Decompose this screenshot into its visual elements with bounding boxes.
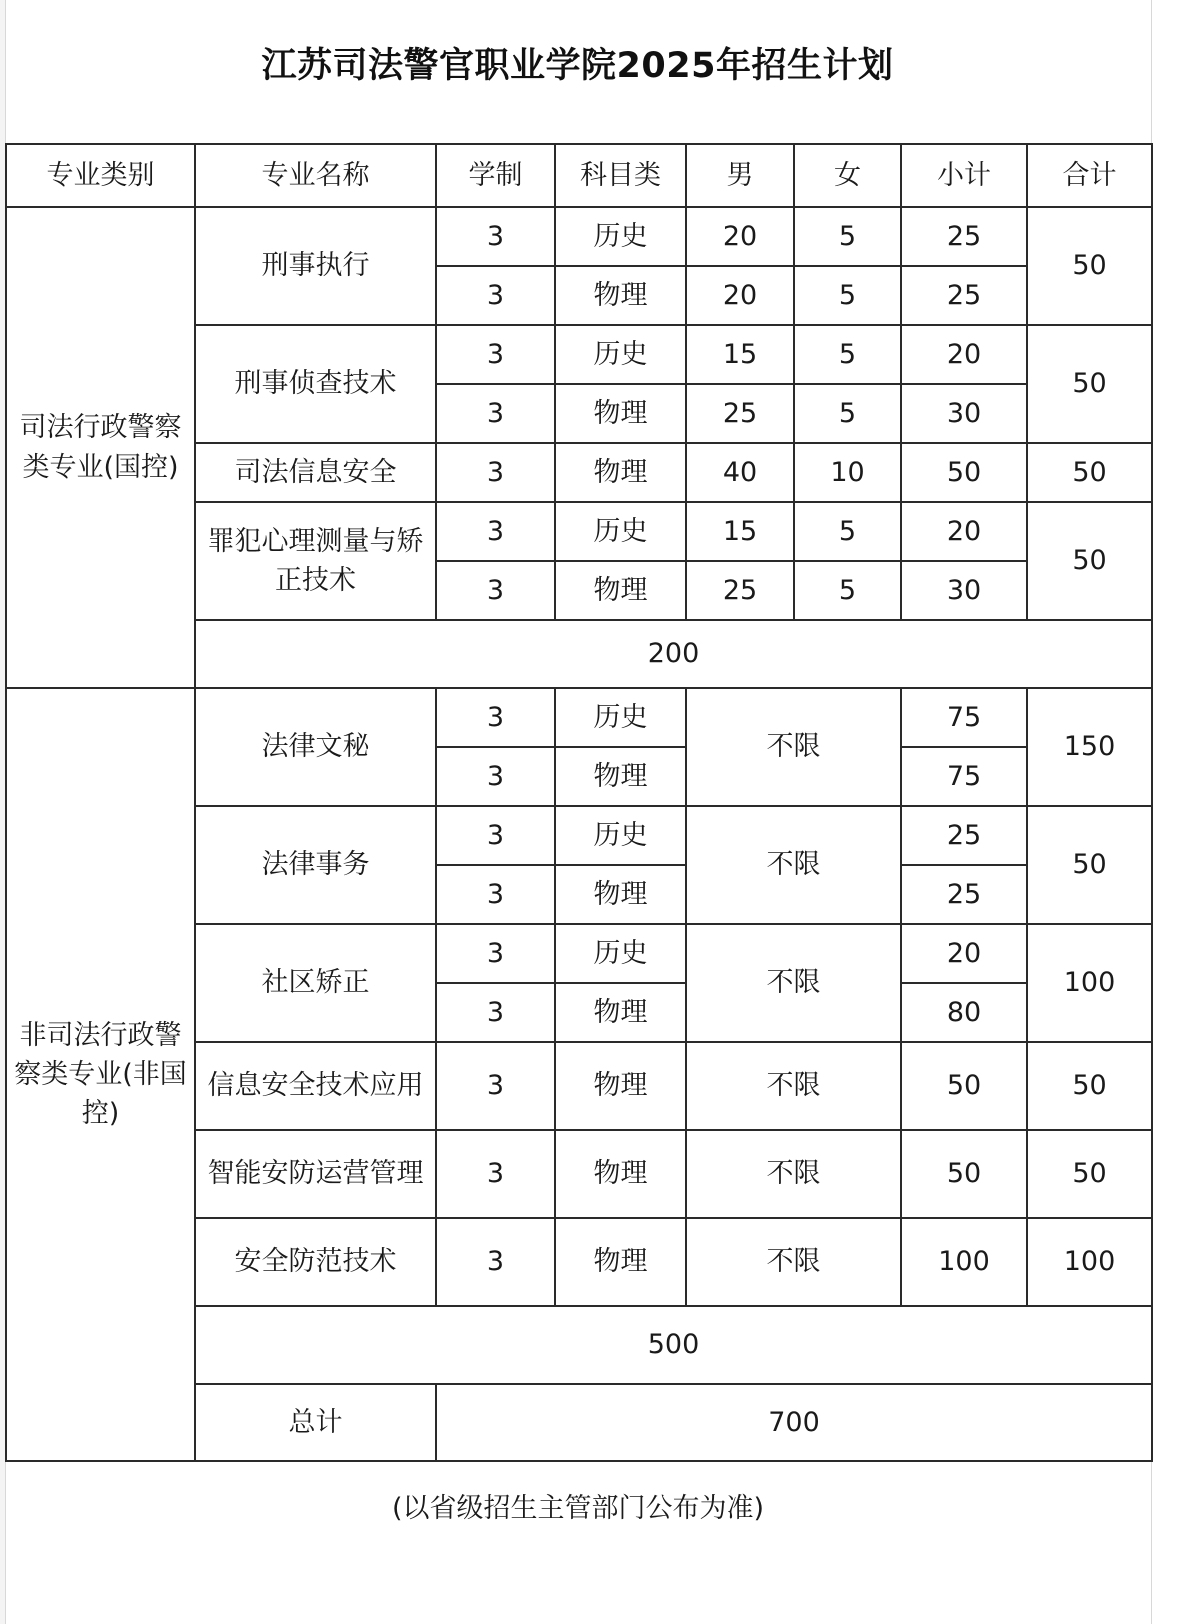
subject-cell: 物理 (555, 266, 686, 325)
subtotal-cell: 30 (901, 561, 1027, 620)
years-cell: 3 (436, 806, 555, 865)
enrollment-plan-table (5, 143, 1153, 1462)
years-cell: 3 (436, 443, 555, 502)
years-cell: 3 (436, 1042, 555, 1130)
subtotal-cell: 100 (901, 1218, 1027, 1306)
grand-total-value: 700 (436, 1384, 1152, 1461)
gender-unlimited-cell: 不限 (686, 688, 901, 806)
subtotal-cell: 50 (901, 1130, 1027, 1218)
subject-cell: 物理 (555, 1218, 686, 1306)
major-name-cell: 法律文秘 (195, 688, 436, 806)
header-total: 合计 (1027, 144, 1152, 207)
female-cell: 5 (794, 502, 901, 561)
category-cell-state-controlled: 司法行政警察类专业(国控) (6, 207, 195, 688)
female-cell: 5 (794, 325, 901, 384)
table-row (6, 207, 1152, 266)
header-male: 男 (686, 144, 794, 207)
total-cell: 50 (1027, 806, 1152, 924)
subject-cell: 物理 (555, 1130, 686, 1218)
table-row (6, 688, 1152, 747)
male-cell: 25 (686, 561, 794, 620)
header-major-name: 专业名称 (195, 144, 436, 207)
subject-cell: 历史 (555, 325, 686, 384)
years-cell: 3 (436, 865, 555, 924)
total-cell: 50 (1027, 1130, 1152, 1218)
subject-cell: 历史 (555, 806, 686, 865)
subtotal-cell: 50 (901, 1042, 1027, 1130)
major-name-cell: 法律事务 (195, 806, 436, 924)
years-cell: 3 (436, 688, 555, 747)
subject-cell: 物理 (555, 747, 686, 806)
female-cell: 5 (794, 561, 901, 620)
male-cell: 15 (686, 325, 794, 384)
subject-cell: 历史 (555, 502, 686, 561)
subtotal-cell: 25 (901, 207, 1027, 266)
years-cell: 3 (436, 325, 555, 384)
years-cell: 3 (436, 384, 555, 443)
male-cell: 25 (686, 384, 794, 443)
subtotal-cell: 30 (901, 384, 1027, 443)
years-cell: 3 (436, 924, 555, 983)
header-subtotal: 小计 (901, 144, 1027, 207)
gender-unlimited-cell: 不限 (686, 924, 901, 1042)
subject-cell: 历史 (555, 207, 686, 266)
subject-cell: 物理 (555, 443, 686, 502)
subject-cell: 历史 (555, 924, 686, 983)
footnote: (以省级招生主管部门公布为准) (391, 1493, 765, 1524)
total-cell: 50 (1027, 1042, 1152, 1130)
major-name-cell: 司法信息安全 (195, 443, 436, 502)
header-subject: 科目类 (555, 144, 686, 207)
subject-cell: 历史 (555, 688, 686, 747)
total-cell: 100 (1027, 924, 1152, 1042)
header-category: 专业类别 (6, 144, 195, 207)
subject-cell: 物理 (555, 1042, 686, 1130)
female-cell: 10 (794, 443, 901, 502)
male-cell: 40 (686, 443, 794, 502)
subtotal-cell: 20 (901, 924, 1027, 983)
total-cell: 50 (1027, 325, 1152, 443)
major-name-cell: 智能安防运营管理 (195, 1130, 436, 1218)
major-name-cell: 刑事执行 (195, 207, 436, 325)
total-cell: 50 (1027, 207, 1152, 325)
female-cell: 5 (794, 266, 901, 325)
subject-cell: 物理 (555, 865, 686, 924)
major-name-cell: 信息安全技术应用 (195, 1042, 436, 1130)
subtotal-cell: 25 (901, 266, 1027, 325)
years-cell: 3 (436, 747, 555, 806)
subtotal-cell: 20 (901, 502, 1027, 561)
male-cell: 20 (686, 266, 794, 325)
years-cell: 3 (436, 1130, 555, 1218)
subtotal-cell: 75 (901, 688, 1027, 747)
total-cell: 150 (1027, 688, 1152, 806)
male-cell: 20 (686, 207, 794, 266)
subject-cell: 物理 (555, 561, 686, 620)
grand-total-label: 总计 (195, 1384, 436, 1461)
total-cell: 50 (1027, 443, 1152, 502)
total-cell: 100 (1027, 1218, 1152, 1306)
subtotal-cell: 50 (901, 443, 1027, 502)
subject-cell: 物理 (555, 384, 686, 443)
years-cell: 3 (436, 983, 555, 1042)
years-cell: 3 (436, 561, 555, 620)
major-name-cell: 社区矫正 (195, 924, 436, 1042)
subtotal-cell: 25 (901, 865, 1027, 924)
total-cell: 50 (1027, 502, 1152, 620)
group1-subtotal-cell: 200 (195, 620, 1152, 688)
female-cell: 5 (794, 207, 901, 266)
male-cell: 15 (686, 502, 794, 561)
page-title: 江苏司法警官职业学院2025年招生计划 (261, 46, 894, 86)
gender-unlimited-cell: 不限 (686, 806, 901, 924)
years-cell: 3 (436, 207, 555, 266)
sheet-right-margin (1151, 0, 1193, 1624)
female-cell: 5 (794, 384, 901, 443)
subtotal-cell: 75 (901, 747, 1027, 806)
years-cell: 3 (436, 502, 555, 561)
years-cell: 3 (436, 1218, 555, 1306)
group2-subtotal-cell: 500 (195, 1306, 1152, 1384)
category-cell-non-state-controlled: 非司法行政警察类专业(非国控) (6, 688, 195, 1461)
major-name-cell: 罪犯心理测量与矫正技术 (195, 502, 436, 620)
table-header-row (6, 144, 1152, 207)
years-cell: 3 (436, 266, 555, 325)
subtotal-cell: 25 (901, 806, 1027, 865)
major-name-cell: 刑事侦查技术 (195, 325, 436, 443)
header-years: 学制 (436, 144, 555, 207)
header-female: 女 (794, 144, 901, 207)
subtotal-cell: 20 (901, 325, 1027, 384)
subject-cell: 物理 (555, 983, 686, 1042)
subtotal-cell: 80 (901, 983, 1027, 1042)
gender-unlimited-cell: 不限 (686, 1218, 901, 1306)
gender-unlimited-cell: 不限 (686, 1130, 901, 1218)
gender-unlimited-cell: 不限 (686, 1042, 901, 1130)
major-name-cell: 安全防范技术 (195, 1218, 436, 1306)
